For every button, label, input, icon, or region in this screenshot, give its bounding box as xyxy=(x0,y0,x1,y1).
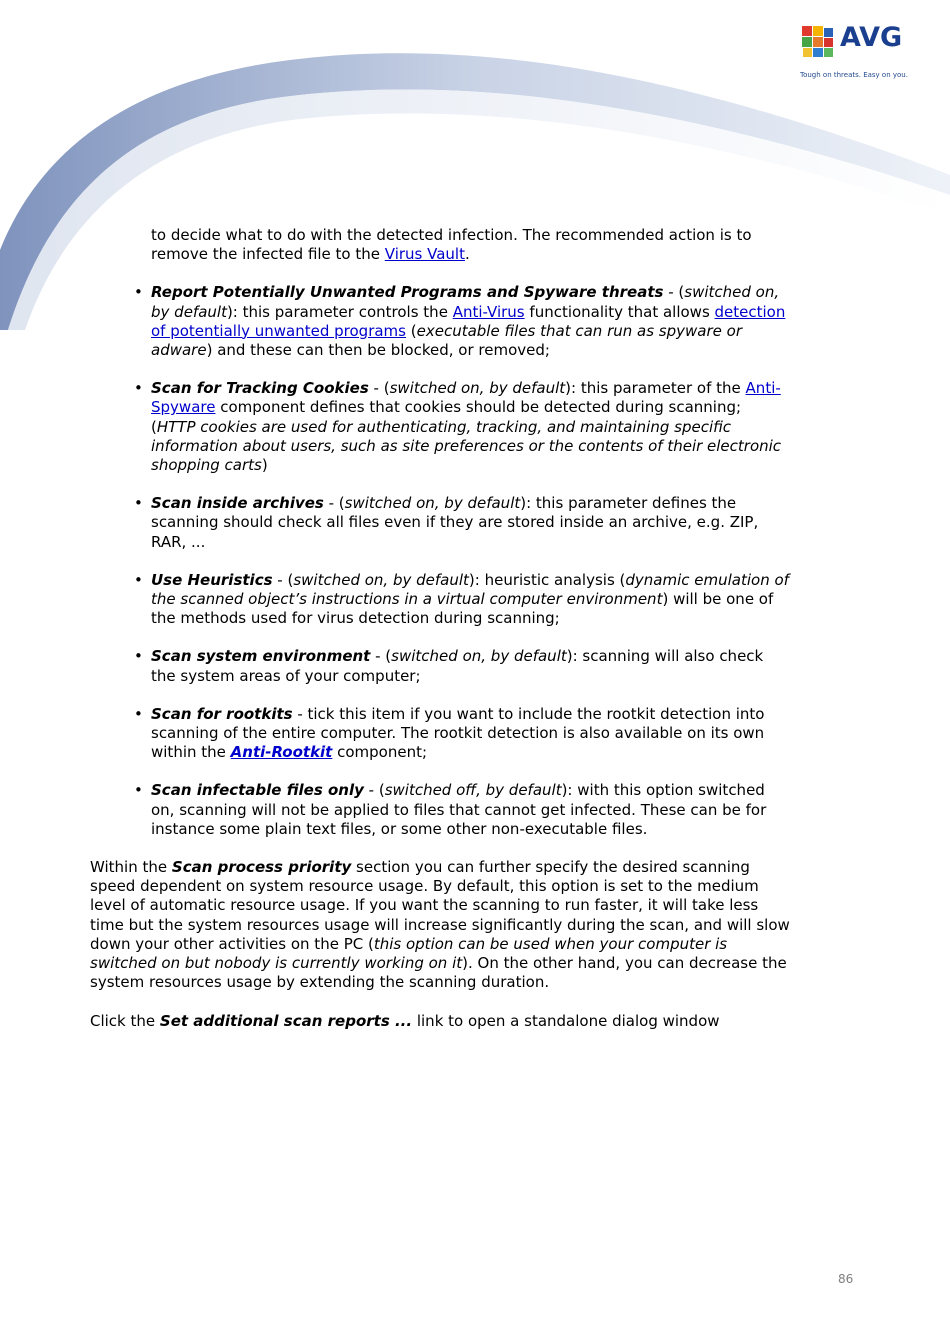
item-default: switched on, by default xyxy=(151,283,780,321)
item-default: switched on, by default xyxy=(391,647,567,666)
virus-vault-link[interactable]: Virus Vault xyxy=(384,245,465,264)
list-item xyxy=(90,379,790,475)
page-number: 86 xyxy=(838,1272,854,1286)
bullet-icon: • xyxy=(134,494,143,513)
item-text: ): this parameter defines the scanning should check all files even if they are stored inside an archive, e.g. ZIP, RAR, ... xyxy=(151,494,759,551)
item-title: Scan for Tracking Cookies xyxy=(151,379,369,398)
item-text: - tick this item if you want to include the rootkit detection into scanning of the entire computer. The rootkit detection is also available on its own within the xyxy=(151,704,765,762)
item-text: functionality that allows xyxy=(524,302,715,321)
item-title: Scan inside archives xyxy=(151,494,324,513)
item-default: switched on, by default xyxy=(344,494,521,513)
item-text: component; xyxy=(332,743,428,762)
item-text: ): with this option switched on, scanning will not be applied to files that cannot get infected. These can be for instance some plain text files, or some other non-executable files. xyxy=(151,781,767,838)
list-item xyxy=(90,781,790,839)
bullet-icon: • xyxy=(134,647,143,666)
item-text: ): this parameter controls the xyxy=(226,302,453,321)
list-item xyxy=(90,494,790,552)
item-text: - ( xyxy=(272,570,294,589)
item-text: - ( xyxy=(663,283,685,302)
item-title: Report Potentially Unwanted Programs and Spyware threats xyxy=(151,283,664,302)
anti-virus-link[interactable]: Anti-Virus xyxy=(452,302,525,321)
para-text: link to open a standalone dialog window xyxy=(412,1011,720,1030)
para-text: Within the xyxy=(90,858,172,877)
para-text: section you can further specify the desired scanning speed dependent on system resource usage. By default, this option is set to the medium level of automatic resource usage. If you want the scanning to run faster, it will take less time but the system resources usage will increase significantly during the scan, and will slow down your other activities on the PC ( xyxy=(90,858,790,953)
item-italic: dynamic emulation of the scanned object’s instructions in a virtual computer environment xyxy=(151,570,789,609)
para-bold: Set additional scan reports ... xyxy=(159,1011,413,1030)
bullet-icon: • xyxy=(134,704,143,723)
item-default: switched on, by default xyxy=(389,379,566,398)
bullet-icon: • xyxy=(134,781,143,800)
para-bold: Scan process priority xyxy=(171,858,352,877)
intro-line2-text: to remove the infected file to the xyxy=(151,226,752,264)
item-title: Scan infectable files only xyxy=(151,781,364,800)
para-italic: this option can be used when your computer is switched on but nobody is currently working on it xyxy=(90,934,728,973)
avg-logo xyxy=(800,24,910,84)
item-text: component defines that cookies should be detected during scanning; ( xyxy=(151,398,742,436)
item-title: Scan system environment xyxy=(151,647,371,666)
bullet-icon: • xyxy=(134,379,143,398)
avg-logo-squares-icon xyxy=(800,24,838,62)
scan-priority-paragraph xyxy=(90,858,790,992)
para-text: Click the xyxy=(90,1011,160,1030)
logo-tagline: Tough on threats. Easy on you. xyxy=(800,71,908,79)
item-title: Scan for rootkits xyxy=(151,704,293,723)
para-text: ). On the other hand, you can decrease the system resources usage by extending the scanning duration. xyxy=(90,954,787,992)
list-item xyxy=(90,705,790,763)
intro-paragraph xyxy=(90,226,790,264)
list-item xyxy=(90,647,790,685)
item-text: - ( xyxy=(363,781,385,800)
item-italic: HTTP cookies are used for authenticating, tracking, and maintaining specific information about users, such as site preferences or the contents of their electronic shopping carts xyxy=(151,417,782,475)
list-item xyxy=(90,571,790,629)
scan-options-list xyxy=(90,283,790,839)
bullet-icon: • xyxy=(134,283,143,302)
anti-rootkit-link[interactable]: Anti-Rootkit xyxy=(230,743,333,762)
item-text: ): this parameter of the xyxy=(565,379,746,398)
item-title: Use Heuristics xyxy=(151,570,273,589)
item-text: - ( xyxy=(368,379,390,398)
intro-line2-end: . xyxy=(464,245,470,264)
item-text: ) will be one of the methods used for virus detection during scanning; xyxy=(151,590,774,628)
pup-detection-link[interactable]: detection of potentially unwanted programs xyxy=(151,302,786,340)
item-text: ) xyxy=(261,456,268,475)
item-text: - ( xyxy=(323,494,345,513)
item-text: ): heuristic analysis ( xyxy=(468,570,626,589)
item-default: switched off, by default xyxy=(384,781,562,800)
item-text: - ( xyxy=(370,647,392,666)
item-default: switched on, by default xyxy=(293,570,469,589)
list-item xyxy=(90,283,790,360)
bullet-icon: • xyxy=(134,570,143,589)
anti-spyware-link[interactable]: Anti-Spyware xyxy=(151,379,781,417)
item-text: ): scanning will also check the system areas of your computer; xyxy=(151,647,764,685)
scan-reports-paragraph xyxy=(90,1012,790,1031)
document-body xyxy=(90,226,790,1031)
item-italic: executable files that can run as spyware or adware xyxy=(151,321,742,360)
item-text: ) and these can then be blocked, or removed; xyxy=(206,341,550,360)
intro-line1: to decide what to do with the detected infection. The recommended action is xyxy=(151,226,732,244)
logo-text: AVG xyxy=(840,22,903,53)
item-text: ( xyxy=(406,321,417,340)
